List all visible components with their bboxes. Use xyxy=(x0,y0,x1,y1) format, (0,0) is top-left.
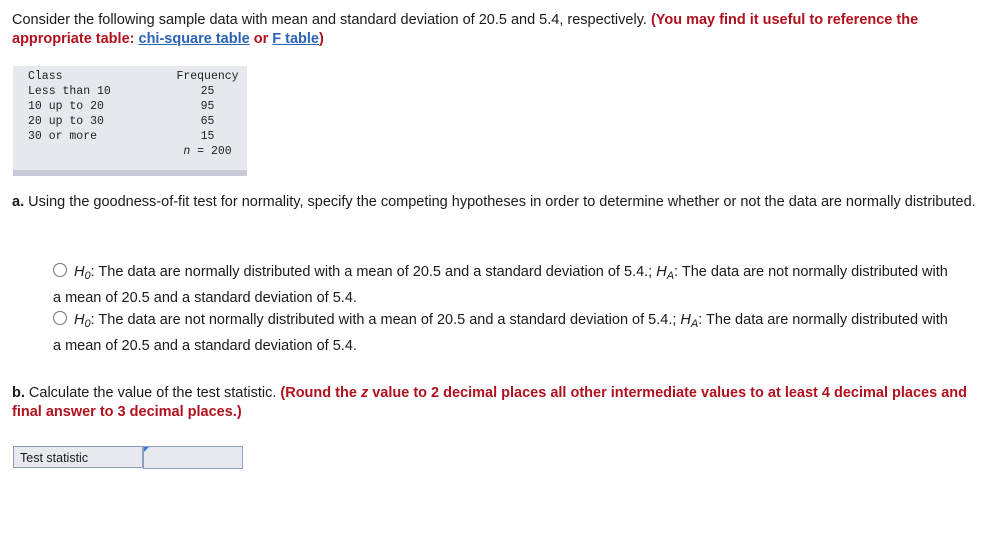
input-flag-icon xyxy=(144,447,149,452)
prompt-hint: (You may find it useful to reference the appropriate table: chi-square table or F table) xyxy=(12,12,919,47)
column-header-frequency: Frequency xyxy=(176,70,239,83)
question-prompt xyxy=(12,11,982,49)
part-a-label: a. xyxy=(12,194,25,210)
chi-square-table-link[interactable]: chi-square table xyxy=(138,31,250,47)
part-b-question xyxy=(12,384,987,422)
class-cell: 10 up to 20 xyxy=(28,100,104,113)
radio-button[interactable] xyxy=(53,311,67,325)
table-row xyxy=(13,99,247,114)
frequency-cell: 95 xyxy=(200,100,215,113)
class-cell: 30 or more xyxy=(28,130,98,143)
table-total-row xyxy=(13,144,247,159)
test-statistic-input-box[interactable] xyxy=(143,446,243,469)
hypothesis-option-2[interactable]: $H_0$: The data are not normally distributed with a mean of 20.5 and a standard deviation of 5.4.; $H_A$: The data are normally distributed with a mean of 20.5 and a standard deviation of 5.4. xyxy=(53,312,948,354)
table-row xyxy=(13,114,247,129)
test-statistic-label: Test statistic xyxy=(13,446,143,468)
part-a-text: Using the goodness-of-fit test for normality, specify the competing hypotheses in order to determine whether or not the data are normally distributed. xyxy=(28,194,976,210)
frequency-table xyxy=(13,66,247,176)
part-a-question xyxy=(12,193,982,212)
part-b-instructions: (Round the z value to 2 decimal places all other intermediate values to at least 4 decimal places and final answer to 3 decimal places.) xyxy=(12,385,967,420)
table-row xyxy=(13,84,247,99)
test-statistic-input[interactable] xyxy=(144,447,246,470)
hypothesis-option-1[interactable]: $H_0$: The data are normally distributed with a mean of 20.5 and a standard deviation of 5.4.; $H_A$: The data are not normally distributed with a mean of 20.5 and a standard deviation of 5.4. xyxy=(53,264,948,306)
sample-size: n = 200 xyxy=(183,145,232,158)
frequency-cell: 65 xyxy=(200,115,215,128)
f-table-link[interactable]: F table xyxy=(272,31,319,47)
part-b-label: b. xyxy=(12,385,25,401)
frequency-cell: 15 xyxy=(200,130,215,143)
table-row xyxy=(13,129,247,144)
radio-button[interactable] xyxy=(53,263,67,277)
frequency-cell: 25 xyxy=(200,85,215,98)
class-cell: Less than 10 xyxy=(28,85,111,98)
prompt-text: Consider the following sample data with mean and standard deviation of 20.5 and 5.4, respectively. xyxy=(12,12,647,28)
column-header-class: Class xyxy=(28,70,63,83)
table-header-row xyxy=(13,69,247,84)
part-b-text: Calculate the value of the test statistic. xyxy=(28,385,277,401)
class-cell: 20 up to 30 xyxy=(28,115,104,128)
